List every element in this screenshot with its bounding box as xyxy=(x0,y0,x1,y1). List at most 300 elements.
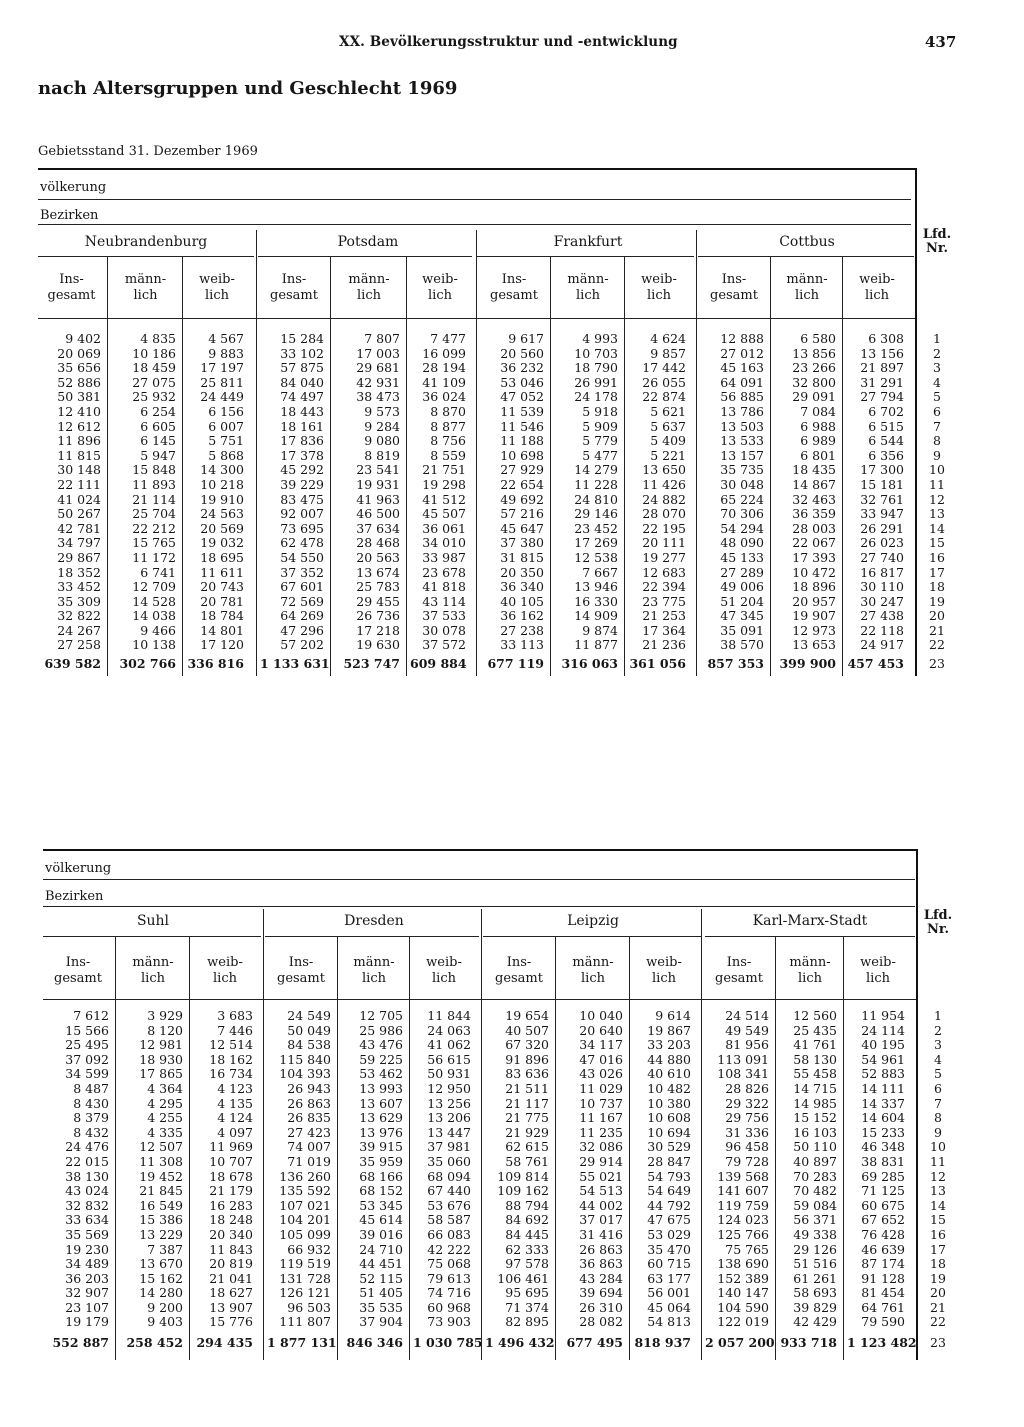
data-column-insgesamt xyxy=(705,1009,769,1330)
table-cell: 22 118 xyxy=(860,622,904,638)
table-cell: 20 340 xyxy=(209,1226,253,1242)
table-cell: 9 284 xyxy=(364,418,400,434)
table-cell: 22 654 xyxy=(500,476,544,492)
table-cell: 64 761 xyxy=(861,1299,905,1315)
table-cell: 23 266 xyxy=(792,360,836,376)
table-cell: 14 279 xyxy=(574,462,618,478)
table-cell: 10 380 xyxy=(647,1095,691,1111)
table-cell: 32 822 xyxy=(57,608,101,624)
table-cell: 7 446 xyxy=(217,1022,253,1038)
district-divider xyxy=(696,230,697,676)
table-cell: 36 162 xyxy=(500,608,544,624)
table-cell: 10 707 xyxy=(209,1153,253,1169)
table-cell: 34 489 xyxy=(65,1256,109,1272)
table-cell: 15 152 xyxy=(793,1110,837,1126)
table-cell: 36 359 xyxy=(792,506,836,522)
table-cell: 44 451 xyxy=(359,1256,403,1272)
table-cell: 19 230 xyxy=(65,1241,109,1257)
total-cell-weiblich: 818 937 xyxy=(634,1335,691,1350)
table-cell: 59 084 xyxy=(793,1197,837,1213)
table-cell: 27 238 xyxy=(500,622,544,638)
table-cell: 16 549 xyxy=(139,1197,183,1213)
table-cell: 25 495 xyxy=(65,1037,109,1053)
table-cell: 19 298 xyxy=(422,476,466,492)
table-cell: 12 709 xyxy=(132,579,176,595)
table-cell: 84 538 xyxy=(287,1037,331,1053)
table-cell: 119 759 xyxy=(717,1197,769,1213)
table-cell: 16 330 xyxy=(574,593,618,609)
table-cell: 27 438 xyxy=(860,608,904,624)
table-cell: 17 378 xyxy=(280,447,324,463)
table-cell: 4 624 xyxy=(650,331,686,346)
table-cell: 81 454 xyxy=(861,1285,905,1301)
lfd-nr-total: 23 xyxy=(930,1335,946,1350)
table-cell: 11 969 xyxy=(209,1139,253,1155)
table-cell: 18 896 xyxy=(792,579,836,595)
table-cell: 13 156 xyxy=(860,345,904,361)
table-cell: 17 393 xyxy=(792,549,836,565)
table-cell: 22 212 xyxy=(132,520,176,536)
table-cell: 87 174 xyxy=(861,1256,905,1272)
col-header-weiblich: weib- lich xyxy=(641,272,677,303)
table-cell: 14 604 xyxy=(861,1110,905,1126)
table-cell: 44 792 xyxy=(647,1197,691,1213)
table-cell: 22 111 xyxy=(57,476,101,492)
table-cell: 67 652 xyxy=(861,1212,905,1228)
table-cell: 9 402 xyxy=(65,331,101,346)
table-cell: 6 145 xyxy=(140,433,176,449)
table-cell: 60 675 xyxy=(861,1197,905,1213)
table-cell: 34 599 xyxy=(65,1066,109,1082)
table-cell: 12 973 xyxy=(792,622,836,638)
table-cell: 16 099 xyxy=(422,345,466,361)
rule-line xyxy=(43,906,915,907)
col-header-maennlich: männ- lich xyxy=(567,272,609,303)
table-cell: 21 775 xyxy=(505,1110,549,1126)
table-cell: 35 959 xyxy=(359,1153,403,1169)
table-cell: 34 117 xyxy=(579,1037,623,1053)
table-cell: 12 950 xyxy=(427,1080,471,1096)
table-cell: 45 064 xyxy=(647,1299,691,1315)
table-cell: 11 893 xyxy=(132,476,176,492)
table-cell: 20 819 xyxy=(209,1256,253,1272)
table-cell: 29 756 xyxy=(725,1110,769,1126)
table-cell: 10 694 xyxy=(647,1124,691,1140)
table-cell: 67 440 xyxy=(427,1183,471,1199)
table-cell: 24 549 xyxy=(287,1008,331,1023)
table-cell: 28 847 xyxy=(647,1153,691,1169)
table-cell: 39 229 xyxy=(280,476,324,492)
total-cell-maennlich: 523 747 xyxy=(343,656,400,671)
table-cell: 50 110 xyxy=(793,1139,837,1155)
table-cell: 18 162 xyxy=(209,1051,253,1067)
table-cell: 30 048 xyxy=(720,476,764,492)
table-cell: 8 487 xyxy=(73,1080,109,1096)
table-cell: 126 121 xyxy=(279,1285,331,1301)
table-cell: 24 267 xyxy=(57,622,101,638)
table-cell: 40 105 xyxy=(500,593,544,609)
table-cell: 20 640 xyxy=(579,1022,623,1038)
total-cell-maennlich: 933 718 xyxy=(780,1335,837,1350)
table-cell: 51 405 xyxy=(359,1285,403,1301)
lfd-nr-cell: 20 xyxy=(929,608,945,624)
table-cell: 8 756 xyxy=(430,433,466,449)
data-column-weiblich xyxy=(186,332,244,653)
total-cell-weiblich: 457 453 xyxy=(847,656,904,671)
table-cell: 21 929 xyxy=(505,1124,549,1140)
table-cell: 9 403 xyxy=(147,1314,183,1330)
table-cell: 40 195 xyxy=(861,1037,905,1053)
col-header-insgesamt: Ins- gesamt xyxy=(277,955,325,986)
table-cell: 9 200 xyxy=(147,1299,183,1315)
table-cell: 8 877 xyxy=(430,418,466,434)
rule-line xyxy=(43,849,918,851)
table-cell: 82 895 xyxy=(505,1314,549,1330)
lfd-nr-total: 23 xyxy=(929,656,945,671)
table-cell: 7 387 xyxy=(147,1241,183,1257)
table-cell: 11 167 xyxy=(579,1110,623,1126)
table-cell: 27 423 xyxy=(287,1124,331,1140)
table-cell: 60 715 xyxy=(647,1256,691,1272)
table-cell: 21 751 xyxy=(422,462,466,478)
table-cell: 11 844 xyxy=(427,1008,471,1023)
table-cell: 4 135 xyxy=(217,1095,253,1111)
table-cell: 141 607 xyxy=(717,1183,769,1199)
data-column-weiblich xyxy=(628,332,686,653)
table-cell: 9 857 xyxy=(650,345,686,361)
table-cell: 41 024 xyxy=(57,491,101,507)
table-cell: 27 075 xyxy=(132,374,176,390)
table-cell: 24 563 xyxy=(200,506,244,522)
table-cell: 26 291 xyxy=(860,520,904,536)
table-cell: 6 988 xyxy=(800,418,836,434)
district-divider xyxy=(263,909,264,1360)
column-divider xyxy=(409,937,410,1360)
lfd-nr-cell: 13 xyxy=(929,506,945,522)
table-cell: 27 740 xyxy=(860,549,904,565)
page-number: 437 xyxy=(925,33,957,51)
table-cell: 22 015 xyxy=(65,1153,109,1169)
data-column-maennlich xyxy=(334,332,400,653)
table-cell: 36 061 xyxy=(422,520,466,536)
lfd-nr-cell: 7 xyxy=(934,1095,942,1111)
table-cell: 104 590 xyxy=(717,1299,769,1315)
table-cell: 8 379 xyxy=(73,1110,109,1126)
table-cell: 58 693 xyxy=(793,1285,837,1301)
table-cell: 75 068 xyxy=(427,1256,471,1272)
data-column-weiblich xyxy=(410,332,466,653)
table-cell: 20 069 xyxy=(57,345,101,361)
table-cell: 8 430 xyxy=(73,1095,109,1111)
table-cell: 6 580 xyxy=(800,331,836,346)
lfd-nr-column xyxy=(919,332,955,653)
table-cell: 32 463 xyxy=(792,491,836,507)
data-column-insgesamt xyxy=(480,332,544,653)
data-column-maennlich xyxy=(779,1009,837,1330)
table-cell: 31 416 xyxy=(579,1226,623,1242)
table-cell: 46 500 xyxy=(356,506,400,522)
col-header-weiblich: weib- lich xyxy=(860,955,896,986)
col-header-maennlich: männ- lich xyxy=(132,955,174,986)
table-cell: 36 024 xyxy=(422,389,466,405)
table-cell: 7 807 xyxy=(364,331,400,346)
table-cell: 44 002 xyxy=(579,1197,623,1213)
table-cell: 37 572 xyxy=(422,637,466,653)
table-cell: 14 801 xyxy=(200,622,244,638)
data-column-insgesamt xyxy=(43,1009,109,1330)
district-divider xyxy=(481,909,482,1360)
table-cell: 45 507 xyxy=(422,506,466,522)
table-cell: 6 007 xyxy=(208,418,244,434)
lfd-nr-cell: 22 xyxy=(930,1314,946,1330)
lfd-nr-cell: 4 xyxy=(934,1051,942,1067)
table-cell: 62 615 xyxy=(505,1139,549,1155)
table-cell: 56 371 xyxy=(793,1212,837,1228)
table-cell: 13 447 xyxy=(427,1124,471,1140)
total-cell-weiblich: 1 030 785 xyxy=(413,1335,483,1350)
table-cell: 21 236 xyxy=(642,637,686,653)
table-cell: 13 946 xyxy=(574,579,618,595)
table-cell: 45 163 xyxy=(720,360,764,376)
district-name: Potsdam xyxy=(337,234,399,250)
table-cell: 13 607 xyxy=(359,1095,403,1111)
total-cell-insgesamt: 1 877 131 xyxy=(267,1335,337,1350)
table-cell: 9 573 xyxy=(364,403,400,419)
table-cell: 15 848 xyxy=(132,462,176,478)
table-cell: 16 103 xyxy=(793,1124,837,1140)
table-cell: 53 676 xyxy=(427,1197,471,1213)
table-cell: 53 029 xyxy=(647,1226,691,1242)
table-cell: 32 832 xyxy=(65,1197,109,1213)
table-cell: 6 741 xyxy=(140,564,176,580)
table-cell: 43 026 xyxy=(579,1066,623,1082)
table-cell: 37 904 xyxy=(359,1314,403,1330)
table-cell: 19 032 xyxy=(200,535,244,551)
table-cell: 68 094 xyxy=(427,1168,471,1184)
table-cell: 11 426 xyxy=(642,476,686,492)
table-cell: 6 254 xyxy=(140,403,176,419)
col-header-insgesamt: Ins- gesamt xyxy=(715,955,763,986)
table-cell: 72 569 xyxy=(280,593,324,609)
lfd-nr-cell: 8 xyxy=(934,1110,942,1126)
table-cell: 45 292 xyxy=(280,462,324,478)
table-cell: 13 670 xyxy=(139,1256,183,1272)
table-cell: 47 296 xyxy=(280,622,324,638)
table-cell: 25 704 xyxy=(132,506,176,522)
table-cell: 11 611 xyxy=(200,564,244,580)
rule-line xyxy=(43,879,915,880)
data-column-weiblich xyxy=(846,332,904,653)
lfd-nr-cell: 12 xyxy=(930,1168,946,1184)
table-cell: 24 810 xyxy=(574,491,618,507)
table-cell: 6 989 xyxy=(800,433,836,449)
table-cell: 124 023 xyxy=(717,1212,769,1228)
table-cell: 58 130 xyxy=(793,1051,837,1067)
table-cell: 54 961 xyxy=(861,1051,905,1067)
table-cell: 54 513 xyxy=(579,1183,623,1199)
table-cell: 19 179 xyxy=(65,1314,109,1330)
table-cell: 25 435 xyxy=(793,1022,837,1038)
total-cell-maennlich: 258 452 xyxy=(126,1335,183,1350)
table-cell: 42 222 xyxy=(427,1241,471,1257)
col-header-maennlich: männ- lich xyxy=(572,955,614,986)
table-cell: 33 987 xyxy=(422,549,466,565)
table-cell: 35 060 xyxy=(427,1153,471,1169)
lfd-divider xyxy=(916,849,918,1360)
table-cell: 39 829 xyxy=(793,1299,837,1315)
table-cell: 42 781 xyxy=(57,520,101,536)
column-divider xyxy=(182,256,183,676)
table-cell: 15 162 xyxy=(139,1270,183,1286)
table-cell: 18 695 xyxy=(200,549,244,565)
table-cell: 18 459 xyxy=(132,360,176,376)
table-cell: 19 907 xyxy=(792,608,836,624)
table-cell: 57 875 xyxy=(280,360,324,376)
table-cell: 17 003 xyxy=(356,345,400,361)
table-cell: 30 110 xyxy=(860,579,904,595)
table-cell: 11 815 xyxy=(57,447,101,463)
col-header-maennlich: männ- lich xyxy=(786,272,828,303)
table-cell: 21 253 xyxy=(642,608,686,624)
table-cell: 51 516 xyxy=(793,1256,837,1272)
table-cell: 11 228 xyxy=(574,476,618,492)
table-cell: 96 458 xyxy=(725,1139,769,1155)
table-cell: 50 049 xyxy=(287,1022,331,1038)
total-cell-insgesamt: 1 496 432 xyxy=(485,1335,555,1350)
table-cell: 50 267 xyxy=(57,506,101,522)
table-cell: 26 055 xyxy=(642,374,686,390)
table-cell: 3 683 xyxy=(217,1008,253,1023)
table-cell: 5 409 xyxy=(650,433,686,449)
table-cell: 43 024 xyxy=(65,1183,109,1199)
table-cell: 8 819 xyxy=(364,447,400,463)
table-cell: 84 040 xyxy=(280,374,324,390)
data-column-insgesamt xyxy=(485,1009,549,1330)
table-cell: 17 300 xyxy=(860,462,904,478)
district-name: Karl-Marx-Stadt xyxy=(752,913,868,929)
table-cell: 38 130 xyxy=(65,1168,109,1184)
district-name: Leipzig xyxy=(567,913,619,929)
table-cell: 5 621 xyxy=(650,403,686,419)
district-name: Suhl xyxy=(136,913,170,929)
table-cell: 29 322 xyxy=(725,1095,769,1111)
table-cell: 6 702 xyxy=(868,403,904,419)
district-name: Dresden xyxy=(344,913,404,929)
lfd-nr-cell: 22 xyxy=(929,637,945,653)
table-cell: 17 865 xyxy=(139,1066,183,1082)
table-cell: 37 634 xyxy=(356,520,400,536)
table-cell: 32 800 xyxy=(792,374,836,390)
table-cell: 23 678 xyxy=(422,564,466,580)
table-cell: 28 194 xyxy=(422,360,466,376)
table-cell: 33 203 xyxy=(647,1037,691,1053)
table-cell: 7 084 xyxy=(800,403,836,419)
table-cell: 37 092 xyxy=(65,1051,109,1067)
table-cell: 20 560 xyxy=(500,345,544,361)
table-cell: 115 840 xyxy=(279,1051,331,1067)
table-cell: 27 012 xyxy=(720,345,764,361)
table-cell: 5 637 xyxy=(650,418,686,434)
table-cell: 19 630 xyxy=(356,637,400,653)
col-header-insgesamt: Ins- gesamt xyxy=(54,955,102,986)
table-cell: 54 550 xyxy=(280,549,324,565)
table-cell: 24 449 xyxy=(200,389,244,405)
district-underline xyxy=(43,936,261,937)
lfd-nr-column xyxy=(920,1009,956,1330)
table-cell: 61 261 xyxy=(793,1270,837,1286)
col-header-insgesamt: Ins- gesamt xyxy=(270,272,318,303)
lfd-nr-cell: 13 xyxy=(930,1183,946,1199)
table-cell: 32 907 xyxy=(65,1285,109,1301)
table-cell: 60 968 xyxy=(427,1299,471,1315)
lfd-nr-cell: 17 xyxy=(930,1241,946,1257)
col-header-weiblich: weib- lich xyxy=(859,272,895,303)
table-cell: 58 761 xyxy=(505,1153,549,1169)
table-cell: 22 067 xyxy=(792,535,836,551)
page-title: nach Altersgruppen und Geschlecht 1969 xyxy=(38,78,458,99)
lfd-nr-cell: 11 xyxy=(930,1153,946,1169)
table-cell: 47 052 xyxy=(500,389,544,405)
table-cell: 47 675 xyxy=(647,1212,691,1228)
rule-line xyxy=(38,224,911,225)
column-divider xyxy=(337,937,338,1360)
table-cell: 88 794 xyxy=(505,1197,549,1213)
district-name: Neubrandenburg xyxy=(84,234,208,250)
total-cell-weiblich: 294 435 xyxy=(196,1335,253,1350)
table-cell: 13 629 xyxy=(359,1110,403,1126)
table-cell: 23 775 xyxy=(642,593,686,609)
table-cell: 36 232 xyxy=(500,360,544,376)
column-divider xyxy=(555,937,556,1360)
table-cell: 21 114 xyxy=(132,491,176,507)
lfd-nr-cell: 8 xyxy=(933,433,941,449)
table-cell: 13 650 xyxy=(642,462,686,478)
table-cell: 27 794 xyxy=(860,389,904,405)
table-cell: 6 515 xyxy=(868,418,904,434)
table-cell: 29 126 xyxy=(793,1241,837,1257)
table-cell: 62 478 xyxy=(280,535,324,551)
table-cell: 15 386 xyxy=(139,1212,183,1228)
table-cell: 15 566 xyxy=(65,1022,109,1038)
table-cell: 96 503 xyxy=(287,1299,331,1315)
table-cell: 109 162 xyxy=(497,1183,549,1199)
table-cell: 14 528 xyxy=(132,593,176,609)
data-column-insgesamt xyxy=(700,332,764,653)
header-underline xyxy=(43,999,918,1000)
table-cell: 40 507 xyxy=(505,1022,549,1038)
table-cell: 152 389 xyxy=(717,1270,769,1286)
table-cell: 64 269 xyxy=(280,608,324,624)
table-cell: 10 218 xyxy=(200,476,244,492)
table-cell: 39 915 xyxy=(359,1139,403,1155)
table-cell: 50 931 xyxy=(427,1066,471,1082)
table-cell: 24 476 xyxy=(65,1139,109,1155)
table-cell: 18 930 xyxy=(139,1051,183,1067)
table-cell: 4 097 xyxy=(217,1124,253,1140)
table-cell: 65 224 xyxy=(720,491,764,507)
district-underline xyxy=(38,256,254,257)
table-cell: 39 016 xyxy=(359,1226,403,1242)
district-divider xyxy=(476,230,477,676)
col-header-weiblich: weib- lich xyxy=(646,955,682,986)
table-cell: 44 880 xyxy=(647,1051,691,1067)
table-cell: 12 507 xyxy=(139,1139,183,1155)
table-cell: 4 295 xyxy=(147,1095,183,1111)
data-column-maennlich xyxy=(119,1009,183,1330)
table-cell: 11 877 xyxy=(574,637,618,653)
table-cell: 18 248 xyxy=(209,1212,253,1228)
table-cell: 17 218 xyxy=(356,622,400,638)
